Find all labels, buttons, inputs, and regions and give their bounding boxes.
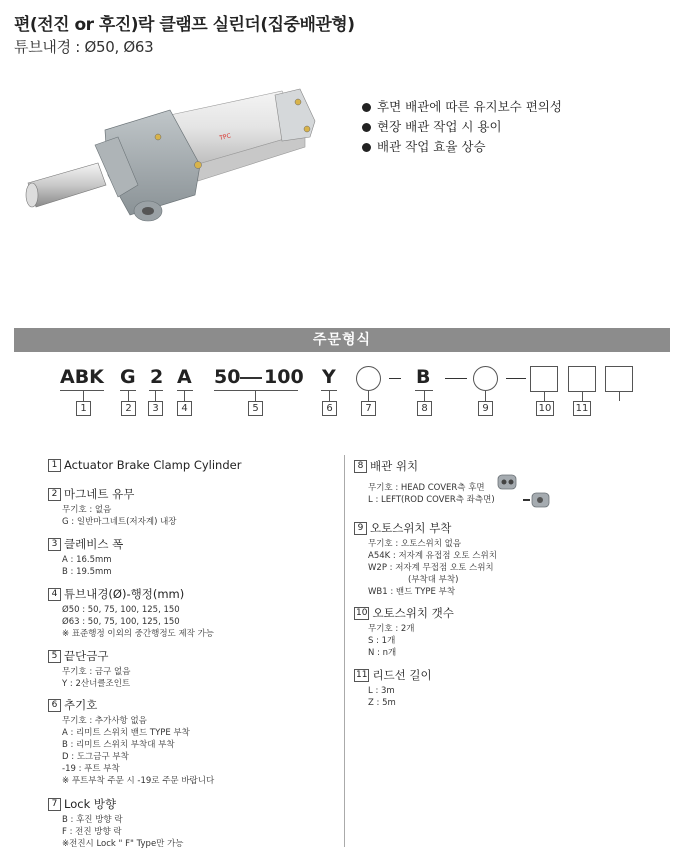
code-connector <box>582 392 583 401</box>
section-5 <box>48 648 130 690</box>
code-number: 11 <box>573 401 591 416</box>
bullet-icon <box>362 123 371 132</box>
section-3 <box>48 536 123 578</box>
code-underline <box>149 390 163 391</box>
section-row: N : n개 <box>368 648 397 658</box>
feature-item: 현장 배관 작업 시 용이 <box>362 117 562 137</box>
section-row: L : 3m <box>368 686 395 696</box>
section-row: S : 1개 <box>368 636 396 646</box>
section-title: 오토스위치 부착 <box>370 521 452 535</box>
section-row: ※ 푸트부착 주문 시 -19로 주문 바랍니다 <box>62 776 215 786</box>
code-slot-piping <box>473 366 498 391</box>
section-title: 튜브내경(Ø)-행정(mm) <box>64 587 185 601</box>
section-title: 오토스위치 갯수 <box>372 606 454 620</box>
section-title: Actuator Brake Clamp Cylinder <box>64 458 242 472</box>
code-slot-option <box>356 366 381 391</box>
code-dash <box>240 377 262 379</box>
code-dash <box>506 378 526 379</box>
section-row: B : 리미트 스위치 부착대 부착 <box>62 740 175 750</box>
section-number: 10 <box>356 607 368 618</box>
section-title: 끝단금구 <box>64 649 109 663</box>
section-row: ※ 표준행정 이외의 중간행정도 제작 가능 <box>62 629 215 639</box>
section-7 <box>48 796 184 850</box>
section-row: -19 : 푸트 부착 <box>62 764 120 774</box>
section-number: 3 <box>48 538 61 551</box>
section-title: 추기호 <box>64 698 98 712</box>
code-number: 8 <box>417 401 432 416</box>
code-slot-switch-count <box>568 366 596 392</box>
code-connector <box>329 390 330 401</box>
cylinder-product-image <box>20 85 340 245</box>
code-number: 6 <box>322 401 337 416</box>
page-subtitle: 튜브내경 : Ø50, Ø63 <box>14 38 154 56</box>
code-part-lock: B <box>416 366 431 388</box>
section-title: 클레비스 폭 <box>64 537 124 551</box>
code-connector <box>184 390 185 401</box>
code-number: 1 <box>76 401 91 416</box>
section-row: B : 후진 방향 락 <box>62 815 123 825</box>
section-number: 4 <box>48 588 61 601</box>
section-number: 2 <box>48 488 61 501</box>
left-piping-icon <box>522 490 552 510</box>
code-underline <box>177 390 193 391</box>
section-row: 무기호 : 추가사항 없음 <box>62 716 147 726</box>
code-number: 3 <box>148 401 163 416</box>
section-row: Ø63 : 50, 75, 100, 125, 150 <box>62 617 180 627</box>
code-part-end-fitting: Y <box>322 366 336 388</box>
code-dash <box>445 378 467 379</box>
section-row: WB1 : 밴드 TYPE 부착 <box>368 587 456 597</box>
section-row: G : 일반마그네트(저자계) 내장 <box>62 517 177 527</box>
code-part-clevis: A <box>177 366 192 388</box>
code-connector <box>424 390 425 401</box>
section-11 <box>354 667 432 709</box>
section-row: 무기호 : 2개 <box>368 624 415 634</box>
code-number: 9 <box>478 401 493 416</box>
code-number: 10 <box>536 401 554 416</box>
section-9 <box>354 520 497 598</box>
section-row: D : 도그금구 부착 <box>62 752 129 762</box>
section-number: 5 <box>48 650 61 663</box>
code-connector <box>619 392 620 401</box>
code-number: 4 <box>177 401 192 416</box>
code-slot-switch <box>530 366 558 392</box>
section-number: 11 <box>356 669 368 680</box>
code-underline <box>214 390 298 391</box>
section-number: 8 <box>354 460 367 473</box>
section-4 <box>48 586 214 640</box>
section-row: W2P : 저자계 무접점 오토 스위치 <box>368 563 494 573</box>
order-format-bar: 주문형식 <box>14 328 670 352</box>
section-row: A54K : 저자계 유접점 오토 스위치 <box>368 551 497 561</box>
section-number: 1 <box>48 459 61 472</box>
column-divider <box>344 455 345 847</box>
svg-text:TPC: TPC <box>218 132 232 142</box>
page-title: 편(전진 or 후진)락 클램프 실린더(집중배관형) <box>14 15 355 35</box>
section-title: 리드선 길이 <box>372 668 432 682</box>
code-connector <box>128 390 129 401</box>
section-row: 무기호 : 오토스위치 없음 <box>368 539 462 549</box>
section-row: 무기호 : HEAD COVER측 후면 <box>368 483 485 493</box>
code-part-clevis-number: 2 <box>150 366 164 388</box>
section-row: Ø50 : 50, 75, 100, 125, 150 <box>62 605 180 615</box>
bullet-icon <box>362 143 371 152</box>
code-connector <box>544 392 545 401</box>
code-part-abk: ABK <box>60 366 104 388</box>
section-number: 9 <box>354 522 367 535</box>
section-row: Y : 2산너클조인트 <box>62 679 131 689</box>
code-number: 7 <box>361 401 376 416</box>
section-6 <box>48 697 214 787</box>
code-number: 2 <box>121 401 136 416</box>
section-row: F : 전진 방향 락 <box>62 827 122 837</box>
code-connector <box>83 390 84 401</box>
code-connector <box>485 391 486 401</box>
code-part-stroke: 100 <box>264 366 304 388</box>
section-2 <box>48 486 177 528</box>
section-title: 마그네트 유무 <box>64 487 135 501</box>
section-row: ※전진시 Lock " F" Type만 가능 <box>62 839 184 849</box>
code-part-magnet: G <box>120 366 136 388</box>
code-slot-lead-length <box>605 366 633 392</box>
section-title: 배관 위치 <box>370 459 419 473</box>
feature-item: 후면 배관에 따른 유지보수 편의성 <box>362 97 562 117</box>
section-row: A : 리미트 스위치 밴드 TYPE 부착 <box>62 728 190 738</box>
section-row: 무기호 : 금구 없음 <box>62 667 131 677</box>
code-dash <box>389 378 401 379</box>
code-underline <box>60 390 104 391</box>
bullet-icon <box>362 103 371 112</box>
section-row: L : LEFT(ROD COVER측 좌측면) <box>368 495 495 505</box>
feature-list <box>362 97 562 157</box>
section-number: 7 <box>48 798 61 811</box>
head-cover-piping-icon <box>496 472 518 492</box>
section-row: (부착대 부착) <box>408 575 459 585</box>
section-number: 6 <box>48 699 61 712</box>
code-connector <box>368 391 369 401</box>
code-connector <box>155 390 156 401</box>
feature-item: 배관 작업 효율 상승 <box>362 137 562 157</box>
section-row: B : 19.5mm <box>62 567 112 577</box>
section-row: 무기호 : 없음 <box>62 505 112 515</box>
code-part-bore: 50 <box>214 366 241 388</box>
code-connector <box>255 390 256 401</box>
section-10 <box>354 605 454 659</box>
section-8 <box>354 458 495 506</box>
section-row: Z : 5m <box>368 698 396 708</box>
code-number: 5 <box>248 401 263 416</box>
section-1 <box>48 458 241 472</box>
section-row: A : 16.5mm <box>62 555 112 565</box>
section-title: Lock 방향 <box>64 797 117 811</box>
